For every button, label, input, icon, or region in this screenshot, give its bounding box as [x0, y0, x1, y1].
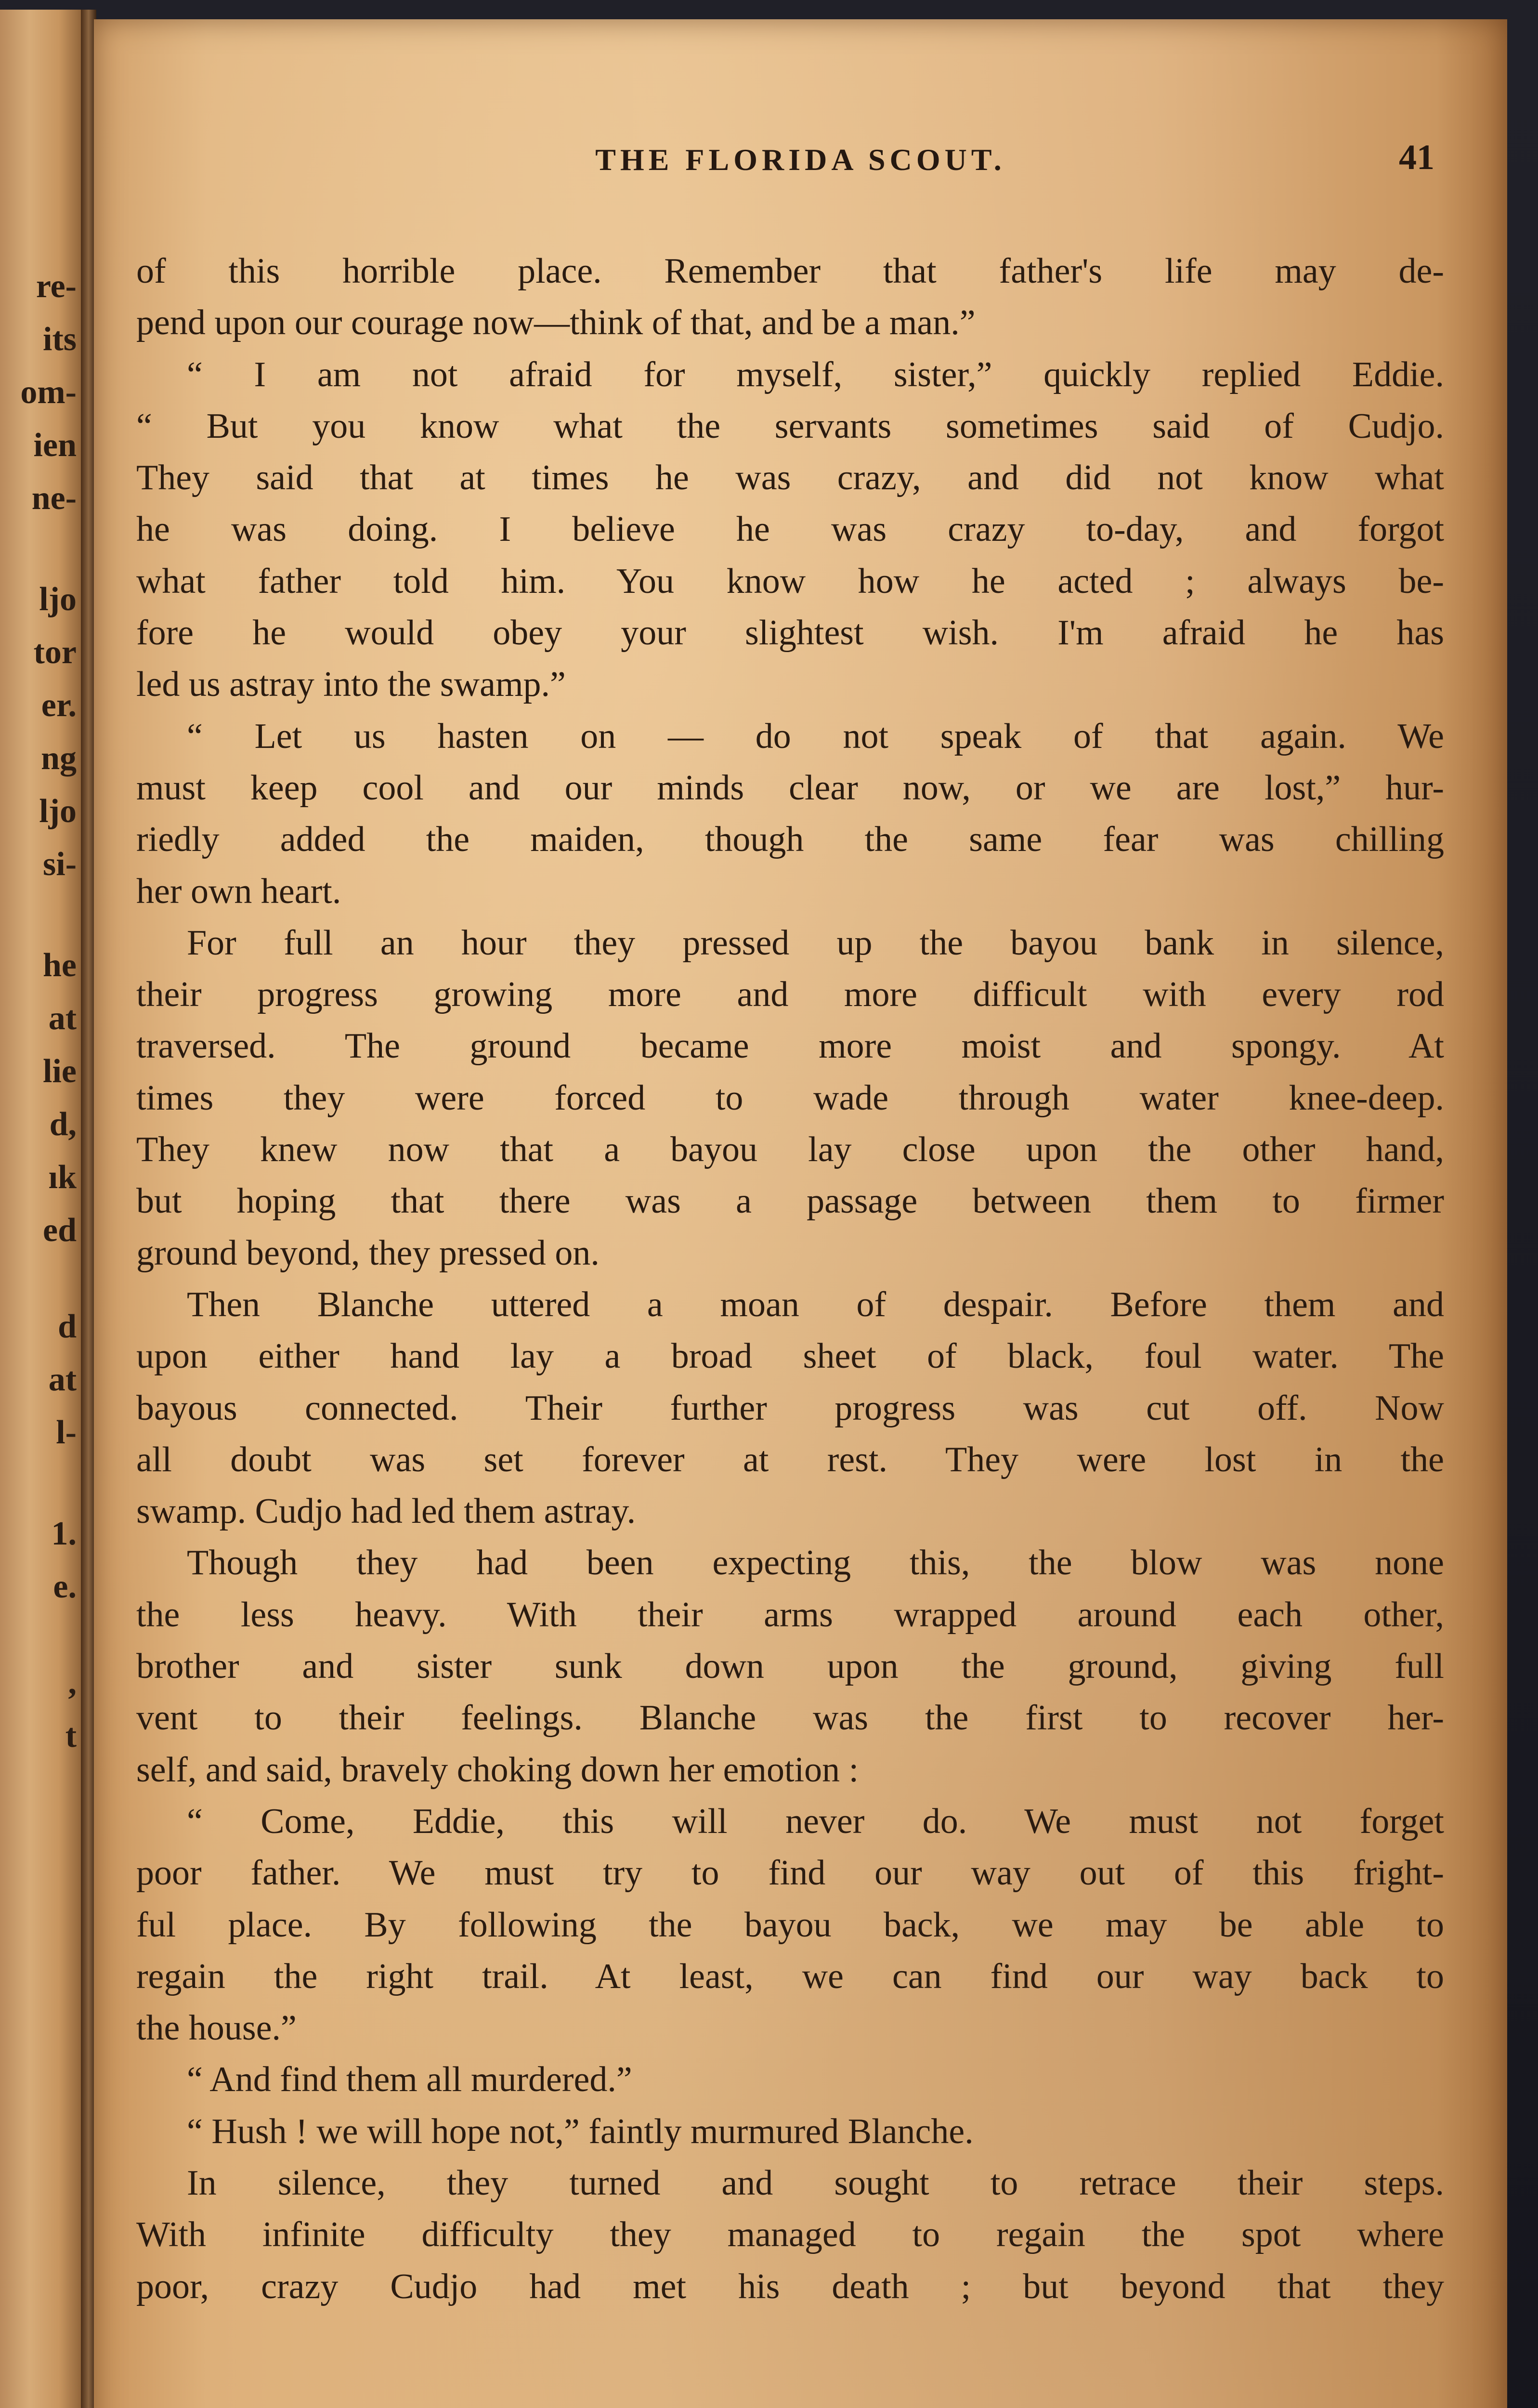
text-line: self, and said, bravely choking down her emotion : [136, 1750, 859, 1790]
previous-page-fragment: l- [56, 1414, 77, 1451]
body-text [136, 246, 1444, 2313]
page-number: 41 [1399, 138, 1434, 177]
text-line: brother and sister sunk down upon the ground, giving full [136, 1647, 1444, 1687]
text-line: he was doing. I believe he was crazy to-day, and forgot [136, 510, 1444, 550]
text-line: of this horrible place. Remember that father's life may de- [136, 251, 1444, 291]
previous-page-fragment: ljo [39, 793, 77, 830]
text-line: the house.” [136, 2008, 297, 2048]
previous-page-edge [0, 10, 87, 2408]
text-line: fore he would obey your slightest wish. I'm afraid he has [136, 613, 1444, 653]
text-line: For full an hour they pressed up the bayou bank in silence, [187, 923, 1444, 963]
text-line: swamp. Cudjo had led them astray. [136, 1492, 636, 1531]
text-line: pend upon our courage now—think of that, and be a man.” [136, 303, 976, 343]
previous-page-fragment: ne- [31, 480, 77, 517]
text-line: poor, crazy Cudjo had met his death ; but beyond that they [136, 2266, 1444, 2306]
text-line: “ Let us hasten on — do not speak of that again. We [187, 716, 1444, 756]
text-line: “ And find them all murdered.” [187, 2060, 632, 2100]
text-line: vent to their feelings. Blanche was the first to recover her- [136, 1698, 1444, 1738]
previous-page-fragment: at [48, 1361, 77, 1398]
text-line: “ But you know what the servants sometimes said of Cudjo. [136, 406, 1444, 446]
previous-page-fragment: 1. [51, 1515, 77, 1552]
text-line: must keep cool and our minds clear now, or we are lost,” hur- [136, 768, 1444, 808]
previous-page-fragment: d [58, 1308, 77, 1345]
text-line: ful place. By following the bayou back, we may be able to [136, 1905, 1444, 1945]
previous-page-fragment: ık [48, 1159, 77, 1196]
text-line: They knew now that a bayou lay close upon the other hand, [136, 1130, 1444, 1170]
previous-page-fragment: d, [49, 1106, 77, 1143]
text-line: their progress growing more and more difficult with every rod [136, 975, 1444, 1015]
text-line: what father told him. You know how he acted ; always be- [136, 561, 1444, 601]
previous-page-fragment: si- [43, 846, 77, 883]
text-line: poor father. We must try to find our way out of this fright- [136, 1853, 1444, 1893]
previous-page-fragment: om- [20, 374, 77, 411]
text-line: “ I am not afraid for myself, sister,” quickly replied Eddie. [187, 354, 1444, 394]
previous-page-fragment: its [43, 321, 77, 358]
text-line: With infinite difficulty they managed to regain the spot where [136, 2215, 1444, 2255]
text-line: In silence, they turned and sought to retrace their steps. [187, 2163, 1444, 2203]
text-line: “ Hush ! we will hope not,” faintly murmured Blanche. [187, 2111, 974, 2151]
previous-page-fragment: e. [53, 1568, 77, 1605]
previous-page-fragment: lie [43, 1053, 77, 1090]
text-line: traversed. The ground became more moist and spongy. At [136, 1026, 1444, 1066]
previous-page-fragment: , [68, 1664, 77, 1701]
previous-page-fragment: ng [41, 740, 77, 777]
text-line: Then Blanche uttered a moan of despair. Before them and [187, 1284, 1444, 1324]
text-line: Though they had been expecting this, the blow was none [187, 1543, 1444, 1583]
text-line: the less heavy. With their arms wrapped around each other, [136, 1595, 1444, 1635]
text-line: but hoping that there was a passage between them to firmer [136, 1181, 1444, 1221]
text-line: They said that at times he was crazy, and did not know what [136, 458, 1444, 498]
text-line: all doubt was set forever at rest. They were lost in the [136, 1440, 1444, 1479]
previous-page-fragment: tor [33, 634, 77, 671]
text-line: led us astray into the swamp.” [136, 665, 566, 705]
text-line: upon either hand lay a broad sheet of black, foul water. The [136, 1336, 1444, 1376]
text-line: ground beyond, they pressed on. [136, 1233, 600, 1273]
previous-page-fragment: ed [43, 1212, 77, 1249]
running-head: THE FLORIDA SCOUT. [595, 143, 1006, 177]
text-line: regain the right trail. At least, we can find our way back to [136, 1956, 1444, 1996]
text-line: bayous connected. Their further progress was cut off. Now [136, 1388, 1444, 1428]
previous-page-fragment: t [65, 1717, 77, 1754]
book-page [94, 19, 1507, 2408]
previous-page-fragment: at [48, 1000, 77, 1037]
previous-page-fragment: ljo [39, 581, 77, 618]
text-line: her own heart. [136, 871, 341, 911]
text-line: “ Come, Eddie, this will never do. We must not forget [187, 1801, 1444, 1841]
previous-page-fragment: ien [33, 427, 77, 464]
text-line: times they were forced to wade through water knee-deep. [136, 1078, 1444, 1118]
previous-page-fragment: he [43, 947, 77, 984]
previous-page-fragment: re- [36, 268, 77, 305]
previous-page-fragment: er. [41, 687, 77, 724]
text-line: riedly added the maiden, though the same fear was chilling [136, 820, 1444, 860]
